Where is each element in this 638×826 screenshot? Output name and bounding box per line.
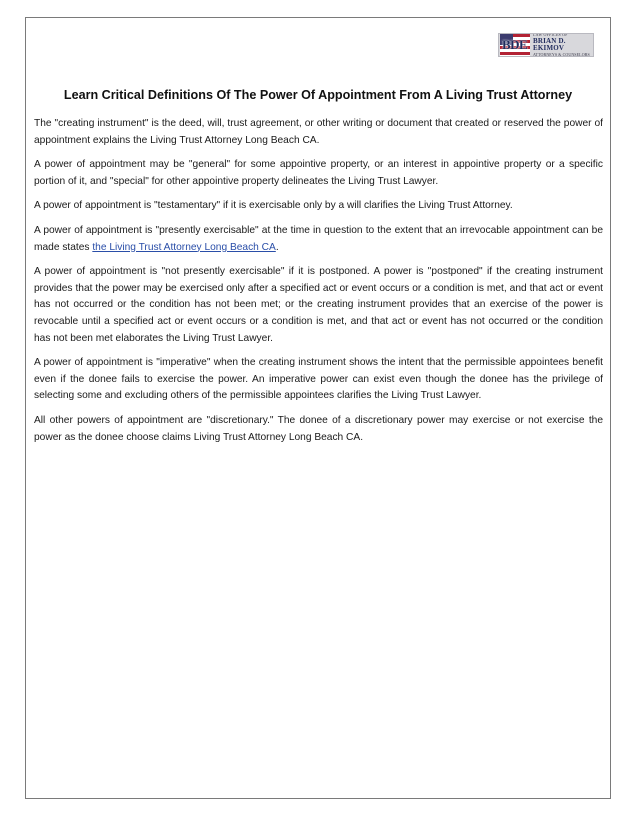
paragraph-text: A power of appointment is "presently exercisable" at the time in question to the extent that an irrevocable appointment can be made states (34, 224, 603, 253)
paragraph-presently-exercisable (34, 223, 603, 256)
logo-line-2: BRIAN D. EKIMOV (533, 37, 566, 52)
paragraph-discretionary: All other powers of appointment are "discretionary." The donee of a discretionary power may exercise or not exercise the power as the donee choose claims Living Trust Attorney Long Beach CA. (34, 414, 603, 443)
paragraph-not-presently-exercisable: A power of appointment is "not presently exercisable" if it is postponed. A power is "postponed" if the creating instrument provides that the power may be exercised only after a specified act or event occurs or a condition is met, and that act or event has not occurred or the condition has not been met; or the creating instrument provides that an exercise of the power is revocable until a specified act or event occurs or a condition is met, and that act or event has not occurred or the condition has not been met elaborates the Living Trust Lawyer. (34, 266, 603, 344)
law-office-logo (498, 33, 594, 57)
logo-text (530, 33, 593, 57)
paragraph-general-special: A power of appointment may be "general" for some appointive property, or an interest in appointive property or a specific portion of it, and "special" for other appointive property delineates the Living Trust Lawyer. (34, 159, 603, 187)
paragraph-imperative: A power of appointment is "imperative" when the creating instrument shows the intent that the permissible appointees benefit even if the donee fails to exercise the power. An imperative power can exist even though the donee has the privilege of selecting some and excluding others of the permissible appointees clarifies the Living Trust Lawyer. (34, 357, 603, 402)
paragraph-text: . (275, 241, 279, 253)
paragraph-creating-instrument: The "creating instrument" is the deed, will, trust agreement, or other writing or document that created or reserved the power of appointment explains the Living Trust Attorney Long Beach CA. (34, 118, 603, 146)
document-title: Learn Critical Definitions Of The Power Of Appointment From A Living Trust Attorney (63, 88, 573, 102)
flag-icon (500, 34, 530, 56)
document-page (25, 17, 611, 799)
living-trust-attorney-link[interactable]: the Living Trust Attorney Long Beach CA (92, 241, 276, 253)
document-body (34, 116, 603, 454)
paragraph-testamentary: A power of appointment is "testamentary" if it is exercisable only by a will clarifies the Living Trust Attorney. (34, 200, 513, 212)
logo-monogram: BDE (502, 37, 528, 52)
logo-line-1: LAW OFFICES OF (533, 33, 568, 37)
logo-line-3: ATTORNEYS & COUNSELORS (533, 52, 590, 57)
